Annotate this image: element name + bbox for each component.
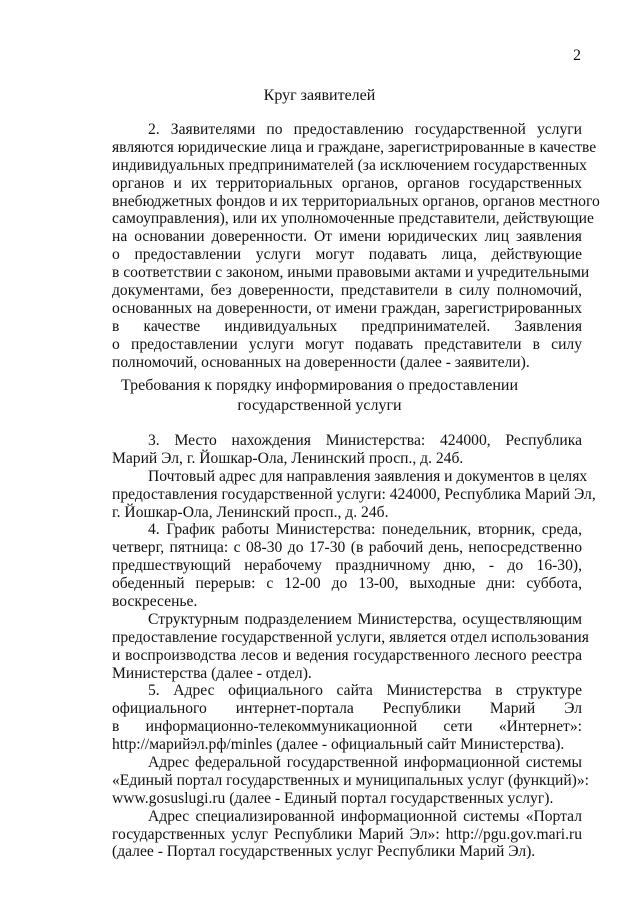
paragraph-line: Почтовый адрес для направления заявления и документов в целях	[148, 467, 588, 485]
paragraph-line: Адрес федеральной государственной информационной системы	[148, 754, 582, 772]
paragraph-line: 4. График работы Министерства: понедельник, вторник, среда,	[148, 521, 582, 539]
paragraph-line: в соответствии с законом, иными правовыми актами и учредительными	[112, 264, 590, 282]
paragraph-line: Марий Эл, г. Йошкар-Ола, Ленинский просп., д. 24б.	[112, 449, 464, 467]
paragraph-line: являются юридические лица и граждане, зарегистрированные в качестве	[112, 138, 597, 156]
paragraph-line: о предоставлении услуги могут подавать лица, действующие	[112, 246, 582, 264]
paragraph-line: http://марийэл.рф/minles (далее - официальный сайт Министерства).	[112, 736, 565, 754]
paragraph-line: предоставление государственной услуги, является отдел использования	[112, 628, 589, 646]
paragraph-line: Адрес специализированной информационной системы «Портал	[148, 807, 582, 825]
section-heading-information-requirements-cont: государственной услуги	[237, 397, 402, 414]
paragraph-line: в качестве индивидуальных предпринимателей. Заявления	[112, 317, 582, 335]
paragraph-line: «Единый портал государственных и муниципальных услуг (функций)»:	[112, 771, 589, 789]
paragraph-line: полномочий, основанных на доверенности (далее - заявители).	[112, 353, 530, 371]
paragraph-line: и воспроизводства лесов и ведения государственного лесного реестра	[112, 646, 582, 664]
paragraph-line: о предоставлении услуги могут подавать представители в силу	[112, 335, 582, 353]
section-information-body	[112, 432, 596, 861]
paragraph-line: основанных на доверенности, от имени граждан, зарегистрированных	[112, 299, 582, 317]
paragraph-line: Структурным подразделением Министерства, осуществляющим	[148, 610, 582, 628]
section-heading-information-requirements: Требования к порядку информирования о предоставлении	[120, 377, 519, 394]
paragraph-line: документами, без доверенности, представители в силу полномочий,	[112, 282, 582, 300]
section-applicants-body	[112, 121, 600, 371]
paragraph-line: обеденный перерыв: с 12-00 до 13-00, выходные дни: суббота,	[112, 575, 582, 593]
page-number: 2	[573, 47, 581, 64]
paragraph-line: государственных услуг Республики Марий Эл»: http://pgu.gov.mari.ru	[112, 825, 582, 843]
paragraph-line: внебюджетных фондов и их территориальных органов, органов местного	[112, 192, 600, 210]
paragraph-line: www.gosuslugi.ru (далее - Единый портал государственных услуг).	[112, 789, 554, 807]
paragraph-line: (далее - Портал государственных услуг Республики Марий Эл).	[112, 843, 536, 861]
paragraph-line: в информационно-телекоммуникационной сети «Интернет»:	[112, 718, 582, 736]
section-heading-applicants: Круг заявителей	[263, 87, 376, 104]
paragraph-line: 2. Заявителями по предоставлению государственной услуги	[148, 121, 582, 138]
paragraph-line: четверг, пятница: с 08-30 до 17-30 (в рабочий день, непосредственно	[112, 539, 582, 557]
paragraph-line: индивидуальных предпринимателей (за исключением государственных	[112, 156, 587, 174]
paragraph-line: самоуправления), или их уполномоченные представители, действующие	[112, 210, 594, 228]
paragraph-line: Министерства (далее - отдел).	[112, 664, 312, 682]
paragraph-line: 3. Место нахождения Министерства: 424000, Республика	[148, 432, 582, 449]
paragraph-line: г. Йошкар-Ола, Ленинский просп., д. 24б.	[112, 503, 389, 521]
paragraph-line: 5. Адрес официального сайта Министерства в структуре	[148, 682, 582, 700]
paragraph-line: предоставления государственной услуги: 424000, Республика Марий Эл,	[112, 485, 596, 503]
paragraph-line: воскресенье.	[112, 593, 198, 611]
paragraph-line: официального интернет-портала Республики Марий Эл	[112, 700, 582, 718]
paragraph-line: на основании доверенности. От имени юридических лиц заявления	[112, 228, 582, 246]
paragraph-line: органов и их территориальных органов, органов государственных	[112, 174, 582, 192]
paragraph-line: предшествующий нерабочему праздничному дню, - до 16-30),	[112, 557, 582, 575]
